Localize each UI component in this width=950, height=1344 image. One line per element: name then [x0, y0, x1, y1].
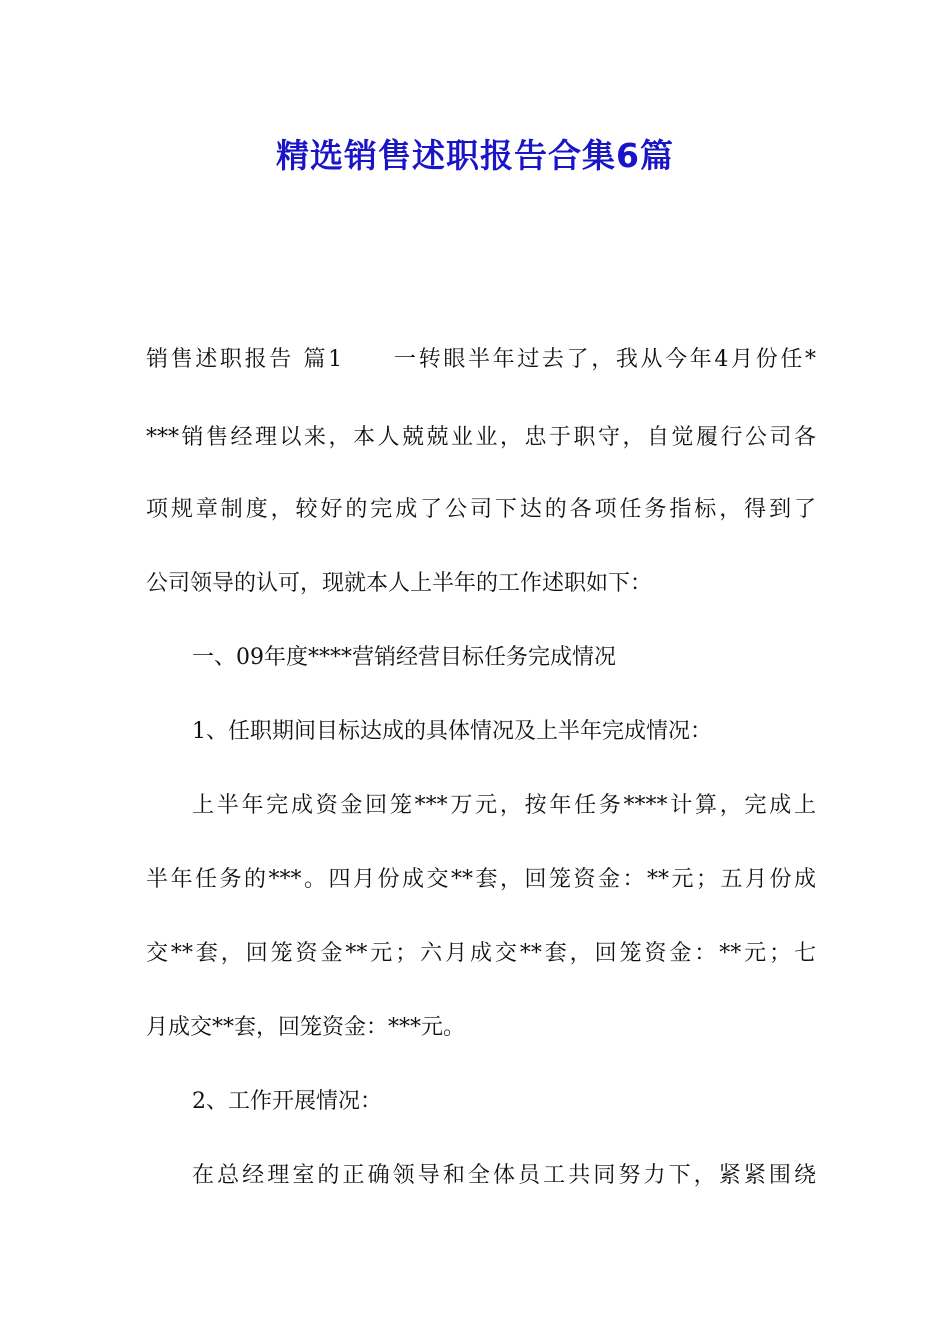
- body-line-12: 在总经理室的正确领导和全体员工共同努力下，紧紧围绕: [192, 1163, 816, 1188]
- body-line-8: 半年任务的***。四月份成交**套，回笼资金：**元；五月份成: [146, 867, 816, 892]
- body-line-9: 交**套，回笼资金**元；六月成交**套，回笼资金：**元；七: [146, 941, 816, 966]
- body-line-1: 销售述职报告 篇1 一转眼半年过去了，我从今年4月份任*: [146, 347, 816, 372]
- subsection-heading-1: 1、任职期间目标达成的具体情况及上半年完成情况：: [192, 719, 712, 744]
- body-line-4: 公司领导的认可，现就本人上半年的工作述职如下：: [146, 571, 653, 596]
- subsection-heading-2: 2、工作开展情况：: [192, 1089, 382, 1114]
- body-line-10: 月成交**套，回笼资金：***元。: [146, 1015, 466, 1040]
- body-line-7: 上半年完成资金回笼***万元，按年任务****计算，完成上: [192, 793, 816, 818]
- document-title: 精选销售述职报告合集6篇: [276, 136, 674, 175]
- section-heading-1: 一、09年度****营销经营目标任务完成情况: [192, 645, 616, 670]
- body-line-3: 项规章制度，较好的完成了公司下达的各项任务指标，得到了: [146, 497, 816, 522]
- body-line-2: ***销售经理以来，本人兢兢业业，忠于职守，自觉履行公司各: [146, 425, 816, 450]
